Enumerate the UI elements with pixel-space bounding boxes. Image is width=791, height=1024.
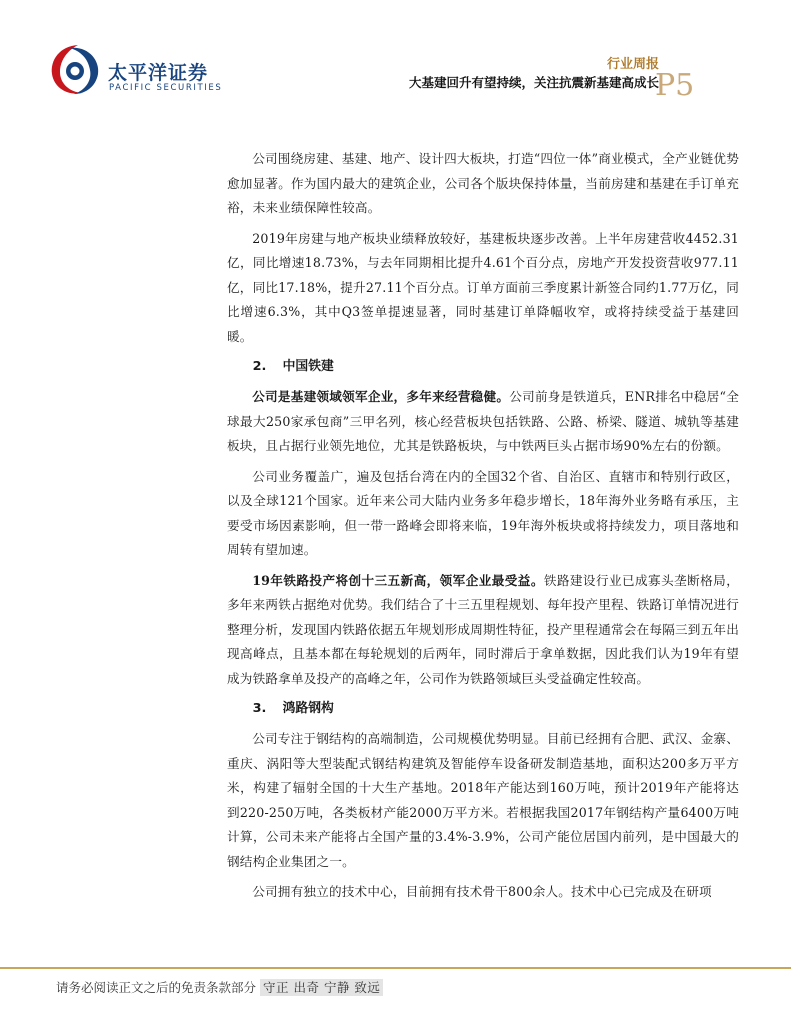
section-number: 2.	[252, 359, 267, 374]
pacific-securities-logo	[48, 42, 223, 102]
paragraph-lead: 19年铁路投产将创十三五新高，领军企业最受益。	[252, 572, 544, 588]
report-type: 行业周报	[606, 57, 659, 72]
paragraph: 公司业务覆盖广，遍及包括台湾在内的全国32个省、自治区、直辖市和特别行政区，以及全球121个国家。近年来公司大陆内业务多年稳步增长，18年海外业务略有承压，主要受市场因素影响，但一带一路峰会即将来临，19年海外板块或将持续发力，项目落地和周转有望加速。	[227, 468, 739, 557]
logo-text-en: PACIFIC SECURITIES	[109, 83, 223, 93]
paragraph: 公司专注于钢结构的高端制造，公司规模优势明显。目前已经拥有合肥、武汉、金寨、重庆、涡阳等大型装配式钢结构建筑及智能停车设备研发制造基地，面积达200多万平方米，构建了辐射全国的十大生产基地。2018年产能达到160万吨，预计2019年产能将达到220-250万吨，各类板材产能2000万平方米。若根据我国2017年钢结构产量6400万吨计算，公司未来产能将占全国产量的3.4%-3.9%，公司产能位居国内前列，是中国最大的钢结构企业集团之一。	[227, 731, 739, 869]
section-title: 中国铁建	[282, 359, 334, 374]
page-header	[0, 0, 791, 110]
report-body	[227, 147, 739, 911]
company-motto: 守正 出奇 宁静 致远	[260, 979, 383, 996]
section-heading	[227, 355, 739, 379]
section-number: 3.	[252, 701, 267, 716]
section-heading	[227, 697, 739, 721]
paragraph: 2019年房建与地产板块业绩释放较好，基建板块逐步改善。上半年房建营收4452.31亿，同比增速18.73%，与去年同期相比提升4.61个百分点，房地产开发投资营收977.11亿，同比17.18%，提升27.11个百分点。订单方面前三季度累计新签合同约1.77万亿，同比增速6.3%，其中Q3签单提速显著，同时基建订单降幅收窄，或将持续受益于基建回暖。	[227, 230, 739, 344]
paragraph	[227, 385, 739, 459]
page-footer	[56, 978, 383, 996]
disclaimer-text: 请务必阅读正文之后的免责条款部分	[56, 980, 257, 995]
paragraph: 公司拥有独立的技术中心，目前拥有技术骨干800余人。技术中心已完成及在研项	[252, 884, 712, 899]
page-number: P5	[655, 68, 695, 103]
paragraph-text: 铁路建设行业已成寡头垄断格局，多年来两铁占据绝对优势。我们结合了十三五里程规划、每年投产里程、铁路订单情况进行整理分析，发现国内铁路依据五年规划形成周期性特征，投产里程通常会在每隔三到五年出现高峰点，且基本都在每轮规划的后两年，同时滞后于拿单数据，因此我们认为19年有望成为铁路拿单及投产的高峰之年，公司作为铁路领域巨头受益确定性较高。	[227, 572, 739, 686]
paragraph: 公司围绕房建、基建、地产、设计四大板块，打造“四位一体”商业模式，全产业链优势愈加显著。作为国内最大的建筑企业，公司各个版块保持体量，当前房建和基建在手订单充裕，未来业绩保障性较高。	[227, 151, 739, 215]
paragraph-lead: 公司是基建领域领军企业，多年来经营稳健。	[252, 389, 510, 404]
report-title: 大基建回升有望持续，关注抗震新基建高成长	[408, 75, 659, 90]
paragraph-text: 公司前身是铁道兵，ENR排名中稳居“全球最大250家承包商”三甲名列，核心经营板块包括铁路、公路、桥梁、隧道、城轨等基建板块，且占据行业领先地位，尤其是铁路板块，与中铁两巨头占据市场90%左右的份额。	[227, 389, 740, 453]
logo-emblem-icon	[48, 42, 102, 98]
paragraph	[227, 569, 739, 692]
logo-text-cn: 太平洋证券	[108, 62, 209, 84]
section-title: 鸿路钢构	[282, 701, 334, 716]
footer-divider	[0, 967, 791, 969]
